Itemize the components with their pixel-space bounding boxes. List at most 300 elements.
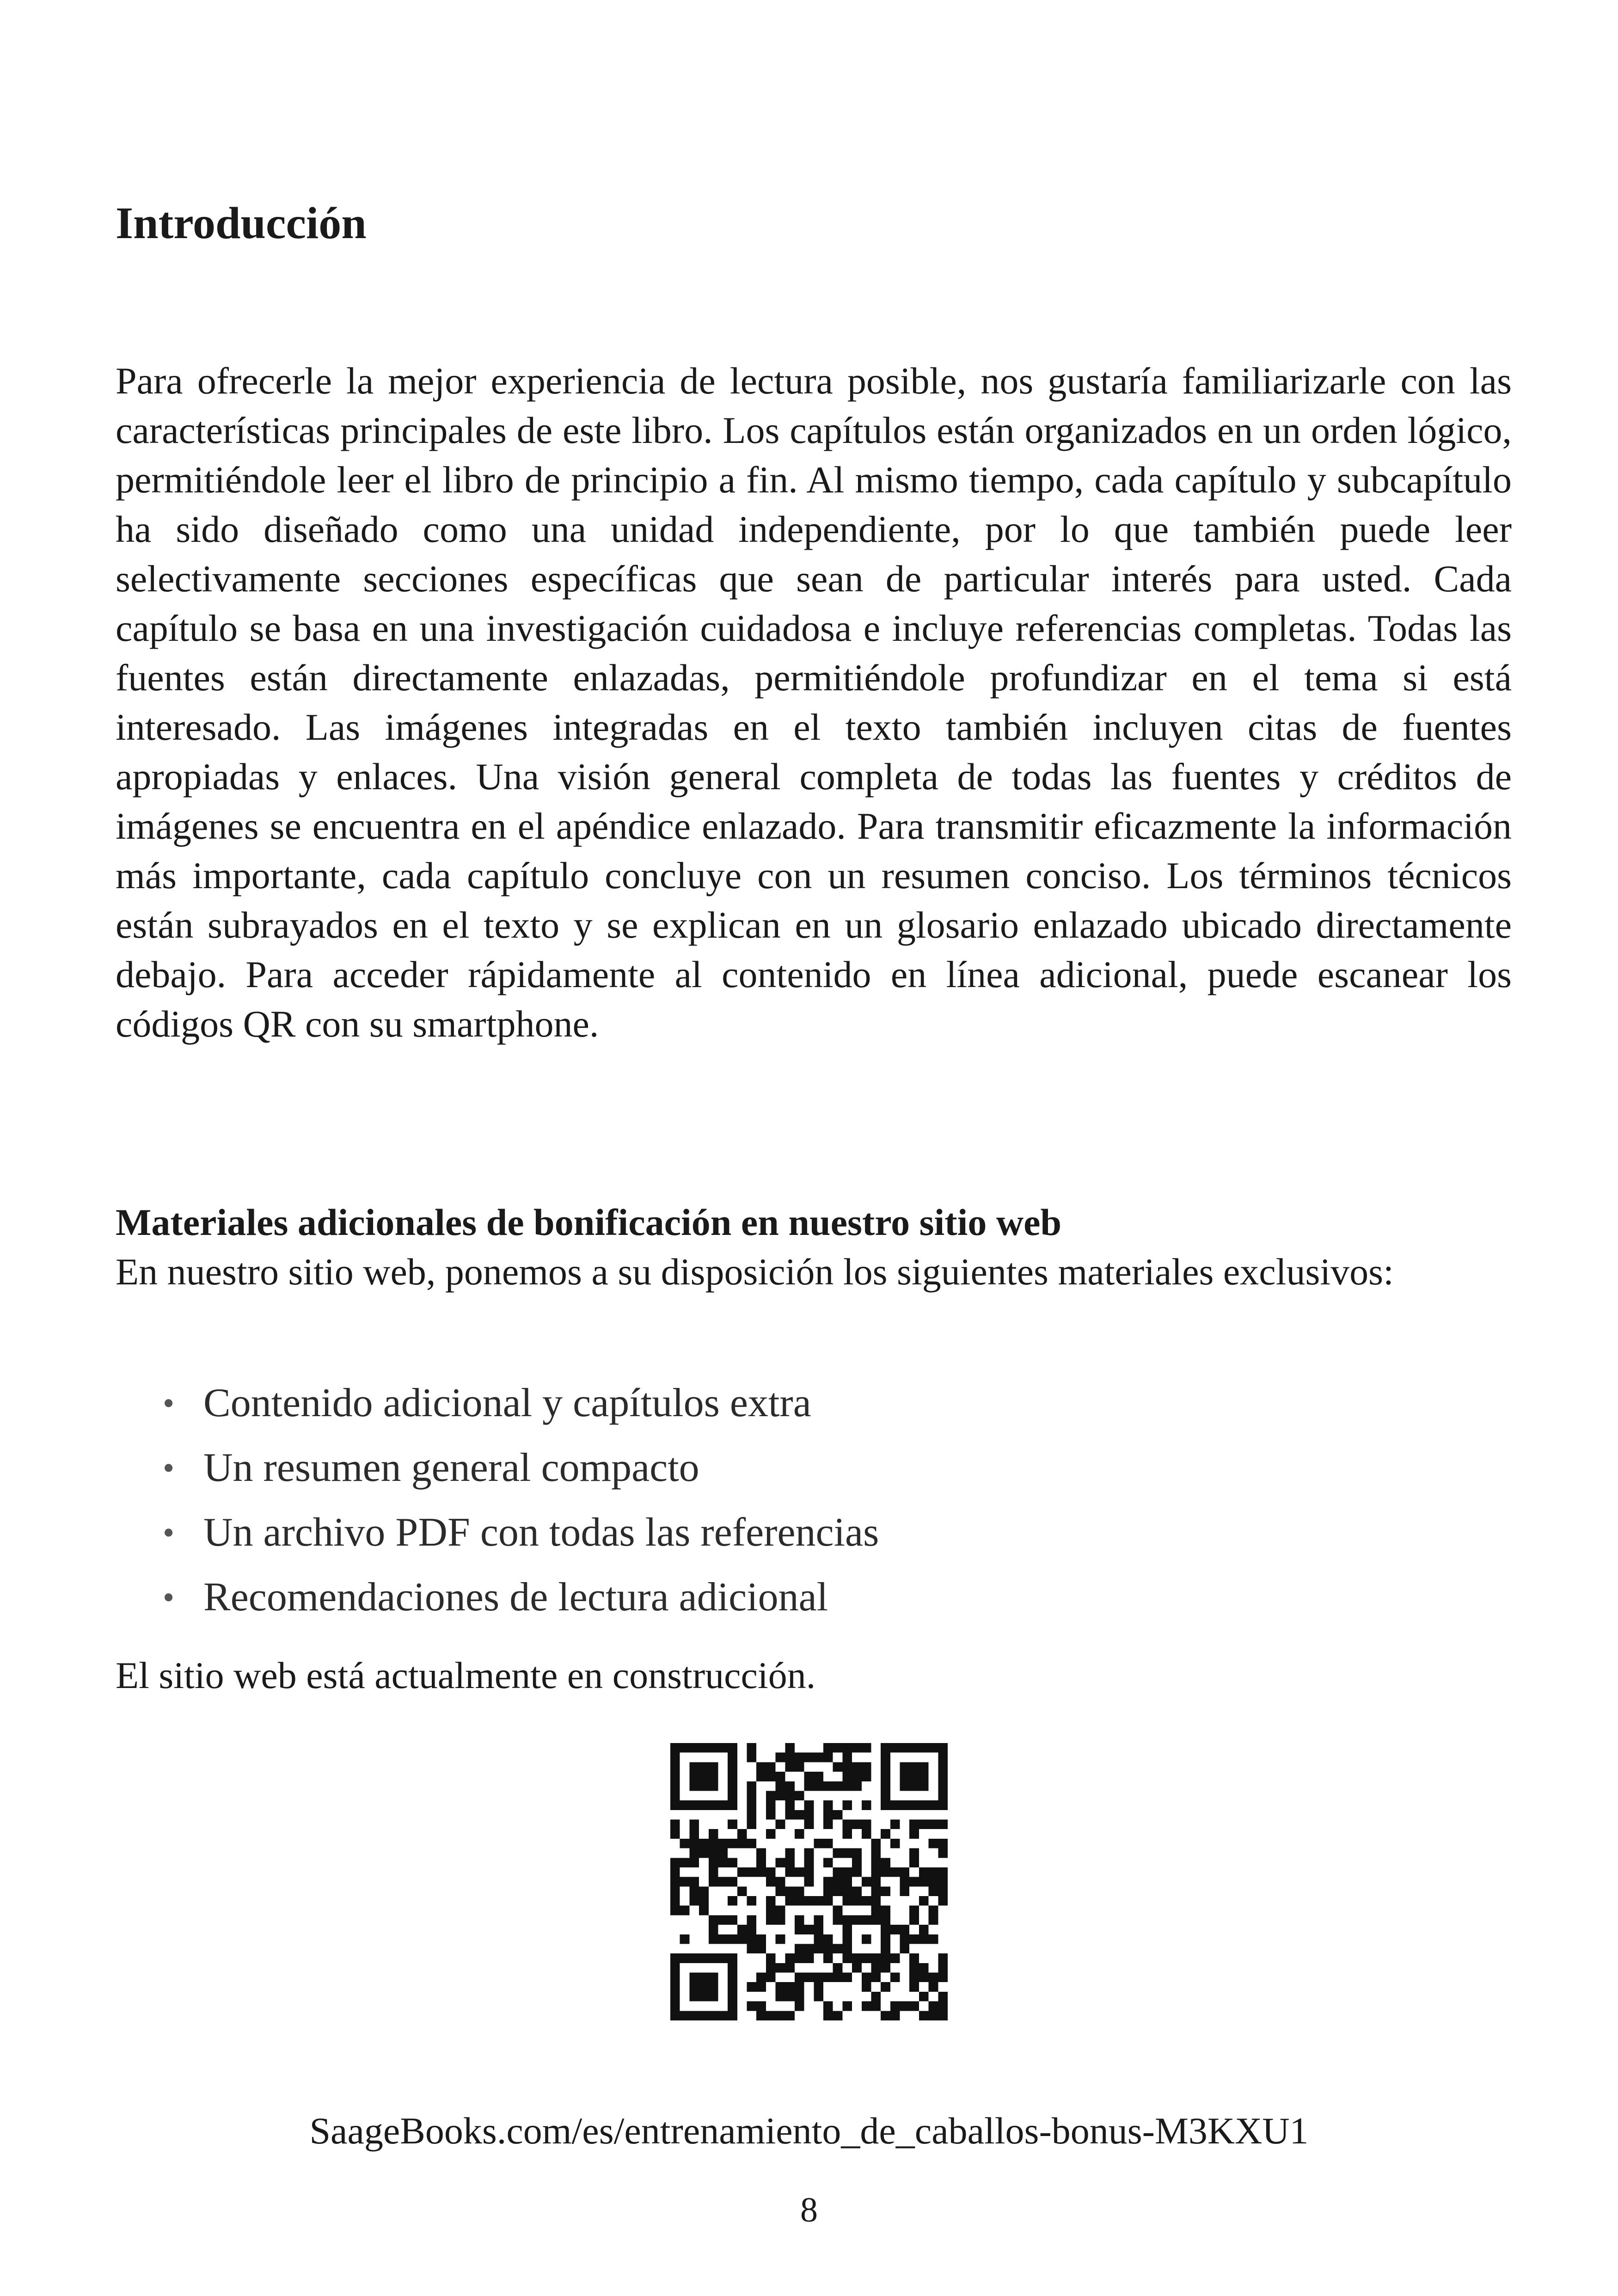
qr-module	[804, 1973, 814, 1983]
qr-module	[823, 1896, 833, 1906]
qr-module	[795, 1992, 804, 2001]
bonus-paragraph: En nuestro sitio web, ponemos a su disposición los siguientes materiales exclusivos:	[116, 1251, 1394, 1293]
qr-module	[890, 2001, 900, 2011]
status-line: El sitio web está actualmente en construcción.	[116, 1654, 816, 1696]
qr-module	[756, 1772, 766, 1781]
qr-module	[871, 1973, 881, 1983]
qr-module	[909, 1743, 919, 1753]
qr-module	[919, 2011, 929, 2020]
qr-module	[689, 1953, 699, 1963]
qr-module	[728, 1791, 737, 1800]
qr-module	[670, 1867, 680, 1877]
qr-module	[804, 1944, 814, 1953]
qr-module	[689, 1858, 699, 1867]
qr-module	[909, 1877, 919, 1887]
qr-module	[756, 2011, 766, 2020]
qr-module	[709, 1743, 718, 1753]
qr-module	[766, 1915, 776, 1925]
qr-module	[890, 1925, 900, 1934]
qr-module	[814, 1781, 823, 1791]
qr-module	[776, 1753, 785, 1762]
qr-module	[804, 1781, 814, 1791]
qr-module	[699, 1992, 709, 2001]
qr-module	[919, 1781, 929, 1791]
qr-module	[929, 1820, 938, 1829]
qr-module	[689, 1829, 699, 1839]
qr-module	[852, 1953, 862, 1963]
qr-module	[842, 1820, 852, 1829]
qr-module	[709, 1829, 718, 1839]
qr-module	[699, 1848, 709, 1858]
qr-module	[938, 1973, 948, 1983]
qr-module	[881, 1953, 890, 1963]
qr-module	[919, 1963, 929, 1973]
qr-module	[689, 1877, 699, 1887]
qr-module	[670, 1781, 680, 1791]
qr-module	[938, 1877, 948, 1887]
qr-module	[814, 1992, 823, 2001]
list-item	[157, 1371, 879, 1436]
qr-module	[919, 1877, 929, 1887]
qr-module	[862, 1800, 871, 1810]
qr-module	[709, 1848, 718, 1858]
qr-module	[670, 1800, 680, 1810]
qr-module	[852, 1915, 862, 1925]
qr-module	[795, 1982, 804, 1992]
qr-module	[766, 1800, 776, 1810]
qr-module	[814, 1772, 823, 1781]
qr-module	[795, 1953, 804, 1963]
qr-module	[766, 1953, 776, 1963]
qr-module	[929, 1934, 938, 1944]
qr-module	[737, 1829, 747, 1839]
qr-module	[756, 1867, 766, 1877]
qr-module	[737, 1867, 747, 1877]
qr-module	[842, 1934, 852, 1944]
qr-module	[728, 1820, 737, 1829]
qr-module	[689, 1848, 699, 1858]
qr-module	[842, 2001, 852, 2011]
qr-module	[718, 1743, 728, 1753]
qr-module	[919, 1896, 929, 1906]
qr-module	[842, 1753, 852, 1762]
qr-module	[756, 1944, 766, 1953]
qr-module	[833, 1877, 843, 1887]
qr-module	[709, 1992, 718, 2001]
qr-module	[785, 1896, 795, 1906]
qr-module	[938, 1791, 948, 1800]
qr-module	[938, 1753, 948, 1762]
qr-module	[747, 1791, 757, 1800]
qr-module	[833, 1743, 843, 1753]
qr-module	[776, 1963, 785, 1973]
qr-module	[823, 2001, 833, 2011]
qr-module	[766, 1877, 776, 1887]
qr-module	[728, 1973, 737, 1983]
qr-module	[909, 1858, 919, 1867]
qr-module	[909, 1906, 919, 1915]
qr-module	[718, 1877, 728, 1887]
qr-module	[842, 1743, 852, 1753]
qr-module	[842, 1896, 852, 1906]
qr-module	[823, 1781, 833, 1791]
qr-module	[833, 1963, 843, 1973]
qr-module	[833, 1886, 843, 1896]
qr-module	[718, 1953, 728, 1963]
qr-module	[900, 1925, 910, 1934]
qr-module	[785, 1963, 795, 1973]
qr-module	[814, 1925, 823, 1934]
qr-module	[823, 1944, 833, 1953]
qr-module	[718, 1858, 728, 1867]
qr-module	[814, 1934, 823, 1944]
qr-module	[728, 1772, 737, 1781]
qr-module	[766, 1973, 776, 1983]
qr-module	[785, 1810, 795, 1820]
qr-module	[900, 1781, 910, 1791]
bullet-icon: •	[163, 1449, 175, 1486]
qr-module	[852, 1886, 862, 1896]
bullet-icon: •	[163, 1514, 175, 1551]
qr-module	[823, 1877, 833, 1887]
qr-module	[728, 1762, 737, 1772]
qr-module	[938, 1781, 948, 1791]
qr-module	[699, 1953, 709, 1963]
qr-module	[833, 1915, 843, 1925]
qr-module	[709, 1781, 718, 1791]
qr-module	[747, 1820, 757, 1829]
qr-module	[881, 1925, 890, 1934]
qr-module	[728, 2011, 737, 2020]
qr-module	[862, 1896, 871, 1906]
qr-module	[881, 1915, 890, 1925]
qr-module	[699, 1982, 709, 1992]
qr-module	[776, 1982, 785, 1992]
qr-module	[689, 1820, 699, 1829]
qr-module	[795, 1915, 804, 1925]
qr-module	[699, 1800, 709, 1810]
qr-module	[862, 1973, 871, 1983]
qr-module	[938, 1963, 948, 1973]
qr-module	[756, 1934, 766, 1944]
qr-module	[670, 1963, 680, 1973]
qr-module	[795, 1867, 804, 1877]
qr-module	[785, 1753, 795, 1762]
qr-module	[747, 1944, 757, 1953]
qr-module	[680, 1877, 690, 1887]
qr-module	[909, 1820, 919, 1829]
qr-module	[862, 1772, 871, 1781]
qr-module	[756, 1762, 766, 1772]
qr-module	[670, 1858, 680, 1867]
qr-module	[823, 1886, 833, 1896]
qr-module	[747, 1753, 757, 1762]
qr-module	[670, 1743, 680, 1753]
qr-module	[842, 1762, 852, 1772]
qr-module	[842, 1973, 852, 1983]
qr-module	[680, 2011, 690, 2020]
qr-module	[718, 1848, 728, 1858]
qr-module	[709, 1982, 718, 1992]
qr-module	[929, 1867, 938, 1877]
qr-module	[862, 1915, 871, 1925]
qr-module	[689, 1982, 699, 1992]
qr-module	[785, 1800, 795, 1810]
qr-module	[833, 2011, 843, 2020]
qr-module	[699, 1772, 709, 1781]
qr-module	[919, 1762, 929, 1772]
qr-module	[699, 1839, 709, 1848]
qr-module	[766, 2011, 776, 2020]
qr-module	[709, 1858, 718, 1867]
qr-module	[728, 1915, 737, 1925]
qr-module	[728, 1877, 737, 1887]
qr-module	[881, 1858, 890, 1867]
qr-module	[728, 1753, 737, 1762]
qr-module	[747, 1915, 757, 1925]
qr-module	[842, 1867, 852, 1877]
qr-module	[890, 1867, 900, 1877]
qr-module	[728, 1963, 737, 1973]
qr-module	[938, 2001, 948, 2011]
qr-module	[909, 1762, 919, 1772]
qr-module	[728, 1743, 737, 1753]
qr-module	[670, 2001, 680, 2011]
qr-module	[842, 1829, 852, 1839]
qr-module	[680, 1953, 690, 1963]
qr-module	[890, 1973, 900, 1983]
qr-module	[670, 1886, 680, 1896]
qr-module	[804, 1896, 814, 1906]
qr-module	[804, 1800, 814, 1810]
qr-module	[670, 1820, 680, 1829]
qr-module	[670, 1906, 680, 1915]
qr-module	[823, 1743, 833, 1753]
qr-module	[785, 2011, 795, 2020]
qr-module	[871, 1953, 881, 1963]
qr-module	[842, 1915, 852, 1925]
qr-module	[881, 1800, 890, 1810]
qr-module	[795, 1791, 804, 1800]
qr-module	[881, 1934, 890, 1944]
qr-module	[766, 1791, 776, 1800]
qr-module	[709, 1772, 718, 1781]
qr-module	[909, 1915, 919, 1925]
qr-module	[804, 1772, 814, 1781]
qr-module	[929, 1982, 938, 1992]
qr-module	[670, 1953, 680, 1963]
qr-module	[852, 1896, 862, 1906]
qr-module	[938, 2011, 948, 2020]
qr-module	[766, 1772, 776, 1781]
qr-module	[938, 1896, 948, 1906]
qr-module	[747, 1839, 757, 1848]
qr-module	[909, 1800, 919, 1810]
qr-module	[842, 1800, 852, 1810]
qr-module	[833, 1944, 843, 1953]
qr-code-icon[interactable]	[670, 1743, 948, 2020]
qr-module	[747, 1934, 757, 1944]
qr-module	[938, 1992, 948, 2001]
qr-module	[823, 1820, 833, 1829]
list-item-label: Un resumen general compacto	[203, 1445, 699, 1490]
qr-module	[823, 1839, 833, 1848]
qr-module	[881, 1886, 890, 1896]
qr-module	[689, 1781, 699, 1791]
qr-module	[881, 1743, 890, 1753]
qr-module	[842, 1772, 852, 1781]
qr-module	[862, 1877, 871, 1887]
qr-module	[890, 1839, 900, 1848]
qr-module	[842, 1781, 852, 1791]
qr-module	[938, 1800, 948, 1810]
intro-paragraph: Para ofrecerle la mejor experiencia de lectura posible, nos gustaría familiarizarle con las características principales de este libro. Los capítulos están organizados en un orden lógico, permitiéndole leer el libro de principio a fin. Al mismo tiempo, cada capítulo y subcapítulo ha sido diseñado como una unidad independiente, por lo que también puede leer selectivamente secciones específicas que sean de particular interés para usted. Cada capítulo se basa en una investigación cuidadosa e incluye referencias completas. Todas las fuentes están directamente enlazadas, permitiéndole profundizar en el tema si está interesado. Las imágenes integradas en el texto también incluyen citas de fuentes apropiadas y enlaces. Una visión general completa de todas las fuentes y créditos de imágenes se encuentra en el apéndice enlazado. Para transmitir eficazmente la información más importante, cada capítulo concluye con un resumen conciso. Los términos técnicos están subrayados en el texto y se explican en un glosario enlazado ubicado directamente debajo. Para acceder rápidamente al contenido en línea adicional, puede escanear los códigos QR con su smartphone.	[116, 360, 1512, 1045]
qr-module	[900, 1743, 910, 1753]
qr-module	[919, 1820, 929, 1829]
qr-module	[852, 1762, 862, 1772]
bullet-icon: •	[163, 1385, 175, 1422]
qr-module	[670, 1829, 680, 1839]
qr-module	[747, 2001, 757, 2011]
qr-module	[728, 2001, 737, 2011]
qr-module	[814, 1944, 823, 1953]
qr-module	[670, 1791, 680, 1800]
qr-module	[881, 2011, 890, 2020]
qr-module	[737, 1839, 747, 1848]
qr-module	[814, 1982, 823, 1992]
qr-module	[804, 1810, 814, 1820]
qr-module	[900, 1867, 910, 1877]
qr-module	[871, 1858, 881, 1867]
qr-module	[756, 1858, 766, 1867]
qr-module	[747, 1867, 757, 1877]
list-item-label: Contenido adicional y capítulos extra	[203, 1381, 811, 1425]
qr-module	[919, 1992, 929, 2001]
qr-module	[718, 2011, 728, 2020]
qr-module	[680, 1906, 690, 1915]
qr-module	[804, 1820, 814, 1829]
qr-module	[709, 1973, 718, 1983]
qr-module	[919, 1934, 929, 1944]
qr-module	[909, 1982, 919, 1992]
qr-module	[938, 1762, 948, 1772]
qr-module	[909, 1963, 919, 1973]
qr-module	[862, 1829, 871, 1839]
qr-module	[689, 1743, 699, 1753]
qr-module	[871, 1915, 881, 1925]
qr-module	[795, 1762, 804, 1772]
qr-module	[747, 1743, 757, 1753]
qr-module	[852, 1858, 862, 1867]
qr-module	[728, 1982, 737, 1992]
qr-module	[862, 1820, 871, 1829]
qr-module	[900, 2001, 910, 2011]
qr-module	[747, 1896, 757, 1906]
bonus-section-title: Materiales adicionales de bonificación en nuestro sitio web	[116, 1201, 1062, 1243]
qr-module	[785, 1867, 795, 1877]
qr-module	[871, 1886, 881, 1896]
qr-module	[670, 1762, 680, 1772]
qr-module	[699, 1886, 709, 1896]
qr-module	[709, 1915, 718, 1925]
qr-module	[795, 1886, 804, 1896]
qr-module	[881, 1906, 890, 1915]
qr-module	[852, 1820, 862, 1829]
qr-module	[785, 1743, 795, 1753]
qr-module	[776, 1906, 785, 1915]
bonus-materials-list	[157, 1371, 879, 1630]
qr-module	[871, 1906, 881, 1915]
qr-module	[852, 1867, 862, 1877]
qr-module	[804, 1753, 814, 1762]
qr-module	[900, 1800, 910, 1810]
qr-module	[919, 1973, 929, 1983]
qr-module	[785, 1781, 795, 1791]
qr-module	[670, 1877, 680, 1887]
qr-module	[785, 1992, 795, 2001]
qr-module	[881, 1829, 890, 1839]
qr-module	[929, 1886, 938, 1896]
bonus-url[interactable]: SaageBooks.com/es/entrenamiento_de_caballos-bonus-M3KXU1	[309, 2110, 1309, 2152]
qr-module	[909, 1973, 919, 1983]
qr-module	[728, 1953, 737, 1963]
qr-module	[929, 1973, 938, 1983]
qr-module	[804, 1953, 814, 1963]
qr-module	[814, 1915, 823, 1925]
qr-module	[766, 1896, 776, 1906]
qr-module	[747, 1800, 757, 1810]
qr-module	[862, 1762, 871, 1772]
qr-module	[670, 1982, 680, 1992]
qr-module	[900, 1772, 910, 1781]
qr-module	[881, 1867, 890, 1877]
qr-module	[833, 1762, 843, 1772]
qr-module	[871, 1867, 881, 1877]
qr-module	[881, 1982, 890, 1992]
qr-module	[709, 1762, 718, 1772]
qr-module	[737, 1925, 747, 1934]
qr-module	[776, 1791, 785, 1800]
qr-module	[804, 1867, 814, 1877]
qr-module	[814, 1753, 823, 1762]
qr-module	[728, 1934, 737, 1944]
qr-module	[728, 1992, 737, 2001]
qr-module	[881, 1781, 890, 1791]
qr-module	[814, 1839, 823, 1848]
qr-module	[785, 1762, 795, 1772]
qr-module	[709, 1934, 718, 1944]
qr-module	[689, 1973, 699, 1983]
qr-module	[862, 1743, 871, 1753]
qr-module	[938, 1867, 948, 1877]
qr-module	[900, 1886, 910, 1896]
qr-module	[795, 1925, 804, 1934]
qr-module	[766, 1810, 776, 1820]
qr-module	[709, 1800, 718, 1810]
qr-module	[699, 1896, 709, 1906]
qr-module	[823, 1953, 833, 1963]
qr-module	[776, 1992, 785, 2001]
qr-module	[776, 1772, 785, 1781]
qr-module	[776, 1886, 785, 1896]
qr-module	[938, 1953, 948, 1963]
qr-module	[699, 1762, 709, 1772]
qr-module	[842, 1877, 852, 1887]
qr-module	[689, 1896, 699, 1906]
qr-module	[909, 1829, 919, 1839]
qr-module	[747, 1925, 757, 1934]
qr-module	[890, 2011, 900, 2020]
